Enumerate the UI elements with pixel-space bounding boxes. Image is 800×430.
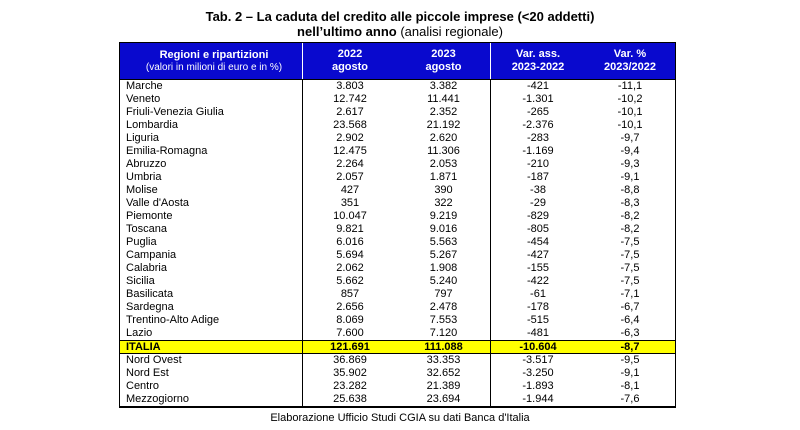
region-row: [120, 106, 675, 119]
var-ass-cell: -829: [526, 210, 550, 222]
region-name-cell: Lombardia: [120, 119, 303, 132]
region-name-cell: Marche: [120, 80, 303, 93]
region-row: [120, 223, 675, 236]
value-2023-cell: 32.652: [397, 367, 491, 380]
value-2022-cell: 10.047: [333, 210, 367, 222]
region-name-cell: Campania: [120, 249, 303, 262]
var-pct-cell: -8,8: [620, 184, 640, 196]
region-name-cell: Basilicata: [120, 288, 303, 301]
region-row: [120, 158, 675, 171]
ripartizione-row: [120, 354, 675, 367]
var-pct-cell: -9,4: [620, 145, 640, 157]
value-2022-cell: 9.821: [336, 223, 364, 235]
region-name-cell: Nord Est: [120, 367, 303, 380]
header-cell-var-pct: [585, 43, 675, 79]
var-ass-cell: -61: [530, 288, 546, 300]
value-2022-cell: 3.803: [336, 80, 364, 92]
var-pct-cell: -8,7: [620, 341, 640, 353]
var-ass-cell: -155: [526, 262, 550, 274]
header-cell-var-ass: [491, 43, 585, 79]
var-ass-cell: -10.604: [519, 341, 557, 353]
region-name-cell: Mezzogiorno: [120, 393, 303, 406]
header-2022-month: agosto: [331, 61, 369, 73]
var-pct-cell: -6,3: [620, 327, 640, 339]
region-name-cell: Sicilia: [120, 275, 303, 288]
region-row: [120, 171, 675, 184]
header-cell-regions: [120, 43, 303, 79]
header-2023-month: agosto: [425, 61, 462, 73]
region-row: [120, 262, 675, 275]
region-name-cell: Puglia: [120, 236, 303, 249]
var-pct-cell: -7,5: [620, 262, 640, 274]
value-2022-cell: 5.662: [336, 275, 364, 287]
var-ass-cell: -481: [526, 327, 550, 339]
var-ass-cell: -178: [526, 301, 550, 313]
var-pct-cell: -8,2: [620, 210, 640, 222]
region-row: [120, 132, 675, 145]
value-2023-cell: 390: [397, 184, 491, 197]
var-ass-cell: -1.944: [522, 393, 554, 405]
region-name-cell: Lazio: [120, 327, 303, 340]
value-2023-cell: 1.908: [397, 262, 491, 275]
value-2022-cell: 2.902: [336, 132, 364, 144]
ripartizione-row: [120, 380, 675, 393]
header-regions-subtitle: (valori in milioni di euro e in %): [145, 61, 283, 73]
title-line2-normal: (analisi regionale): [396, 24, 503, 39]
var-ass-cell: -283: [526, 132, 550, 144]
value-2022-cell: 2.062: [336, 262, 364, 274]
value-2023-cell: 2.053: [397, 158, 491, 171]
value-2022-cell: 36.869: [333, 354, 367, 366]
value-2023-cell: 7.553: [397, 314, 491, 327]
region-row: [120, 236, 675, 249]
value-2023-cell: 5.563: [397, 236, 491, 249]
title-line2: [0, 24, 800, 39]
region-row: [120, 301, 675, 314]
table-header-row: [120, 43, 675, 80]
var-ass-cell: -3.250: [522, 367, 554, 379]
region-row: [120, 184, 675, 197]
var-pct-cell: -7,5: [620, 236, 640, 248]
var-ass-cell: -265: [526, 106, 550, 118]
value-2023-cell: 797: [397, 288, 491, 301]
var-ass-cell: -210: [526, 158, 550, 170]
value-2023-cell: 2.478: [397, 301, 491, 314]
var-pct-cell: -7,5: [620, 249, 640, 261]
region-row: [120, 197, 675, 210]
title-line2-bold: nell’ultimo anno: [297, 24, 397, 39]
value-2022-cell: 2.617: [336, 106, 364, 118]
title-line1: Tab. 2 – La caduta del credito alle piccole imprese (<20 addetti): [205, 9, 595, 24]
header-cell-2022: [303, 43, 397, 79]
var-ass-cell: -805: [526, 223, 550, 235]
value-2022-cell: 6.016: [336, 236, 364, 248]
var-pct-cell: -9,1: [620, 171, 640, 183]
value-2022-cell: 23.282: [333, 380, 367, 392]
value-2023-cell: 21.389: [397, 380, 491, 393]
value-2023-cell: 3.382: [397, 80, 491, 93]
var-ass-cell: -29: [530, 197, 546, 209]
var-ass-cell: -515: [526, 314, 550, 326]
value-2023-cell: 1.871: [397, 171, 491, 184]
var-pct-cell: -9,7: [620, 132, 640, 144]
value-2022-cell: 7.600: [336, 327, 364, 339]
var-ass-cell: -1.169: [522, 145, 554, 157]
region-name-cell: Molise: [120, 184, 303, 197]
region-name-cell: Centro: [120, 380, 303, 393]
value-2023-cell: 21.192: [397, 119, 491, 132]
region-name-cell: Friuli-Venezia Giulia: [120, 106, 303, 119]
var-ass-cell: -2.376: [522, 119, 554, 131]
region-name-cell: Valle d'Aosta: [120, 197, 303, 210]
var-pct-cell: -7,6: [620, 393, 640, 405]
table-title: [0, 0, 800, 39]
header-2023-year: 2023: [431, 48, 456, 60]
region-name-cell: Abruzzo: [120, 158, 303, 171]
value-2023-cell: 23.694: [397, 393, 491, 406]
var-ass-cell: -1.301: [522, 93, 554, 105]
region-name-cell: Sardegna: [120, 301, 303, 314]
value-2023-cell: 5.240: [397, 275, 491, 288]
region-row: [120, 314, 675, 327]
value-2022-cell: 2.057: [336, 171, 364, 183]
region-name-cell: ITALIA: [120, 341, 303, 353]
italia-total-row: [120, 340, 675, 354]
region-row: [120, 80, 675, 93]
region-name-cell: Umbria: [120, 171, 303, 184]
value-2023-cell: 322: [397, 197, 491, 210]
value-2023-cell: 111.088: [397, 341, 491, 353]
header-var-pct-period: 2023/2022: [604, 61, 656, 73]
header-2022-year: 2022: [337, 48, 363, 60]
region-row: [120, 275, 675, 288]
region-name-cell: Calabria: [120, 262, 303, 275]
value-2022-cell: 351: [340, 197, 360, 209]
var-pct-cell: -10,1: [617, 119, 643, 131]
var-pct-cell: -9,5: [620, 354, 640, 366]
ripartizione-row: [120, 393, 675, 406]
region-row: [120, 249, 675, 262]
var-ass-cell: -427: [526, 249, 550, 261]
value-2022-cell: 12.475: [333, 145, 367, 157]
value-2022-cell: 2.656: [336, 301, 364, 313]
value-2023-cell: 7.120: [397, 327, 491, 340]
header-cell-2023: [397, 43, 491, 79]
var-pct-cell: -9,1: [620, 367, 640, 379]
region-name-cell: Emilia-Romagna: [120, 145, 303, 158]
var-pct-cell: -8,3: [620, 197, 640, 209]
var-pct-cell: -10,1: [617, 106, 643, 118]
region-name-cell: Veneto: [120, 93, 303, 106]
value-2022-cell: 8.069: [336, 314, 364, 326]
value-2022-cell: 5.694: [336, 249, 364, 261]
region-name-cell: Piemonte: [120, 210, 303, 223]
var-ass-cell: -1.893: [522, 380, 554, 392]
header-var-pct-label: Var. %: [613, 48, 647, 60]
region-name-cell: Liguria: [120, 132, 303, 145]
region-row: [120, 288, 675, 301]
var-ass-cell: -38: [530, 184, 546, 196]
region-row: [120, 93, 675, 106]
var-pct-cell: -8,2: [620, 223, 640, 235]
var-ass-cell: -422: [526, 275, 550, 287]
value-2022-cell: 23.568: [333, 119, 367, 131]
value-2023-cell: 9.016: [397, 223, 491, 236]
source-note: Elaborazione Ufficio Studi CGIA su dati Banca d'Italia: [270, 412, 530, 424]
region-name-cell: Toscana: [120, 223, 303, 236]
value-2022-cell: 857: [340, 288, 360, 300]
var-ass-cell: -421: [526, 80, 550, 92]
value-2022-cell: 25.638: [333, 393, 367, 405]
var-pct-cell: -7,5: [620, 275, 640, 287]
table-body: [120, 80, 675, 406]
region-name-cell: Trentino-Alto Adige: [120, 314, 303, 327]
value-2022-cell: 121.691: [330, 341, 370, 353]
var-pct-cell: -6,7: [620, 301, 640, 313]
var-pct-cell: -7,1: [620, 288, 640, 300]
var-ass-cell: -3.517: [522, 354, 554, 366]
var-pct-cell: -10,2: [617, 93, 643, 105]
value-2023-cell: 9.219: [397, 210, 491, 223]
var-pct-cell: -9,3: [620, 158, 640, 170]
region-row: [120, 210, 675, 223]
value-2023-cell: 2.620: [397, 132, 491, 145]
value-2022-cell: 35.902: [333, 367, 367, 379]
value-2023-cell: 2.352: [397, 106, 491, 119]
header-var-ass-label: Var. ass.: [515, 48, 561, 60]
region-row: [120, 327, 675, 340]
var-pct-cell: -8,1: [620, 380, 640, 392]
data-table: [119, 42, 676, 408]
value-2022-cell: 427: [340, 184, 360, 196]
region-row: [120, 145, 675, 158]
region-name-cell: Nord Ovest: [120, 354, 303, 367]
var-pct-cell: -11,1: [617, 80, 643, 92]
var-ass-cell: -454: [526, 236, 550, 248]
region-row: [120, 119, 675, 132]
var-ass-cell: -187: [526, 171, 550, 183]
value-2023-cell: 11.441: [397, 93, 491, 106]
header-var-ass-period: 2023-2022: [511, 61, 565, 73]
value-2023-cell: 5.267: [397, 249, 491, 262]
ripartizione-row: [120, 367, 675, 380]
value-2022-cell: 2.264: [336, 158, 364, 170]
header-regions-title: Regioni e ripartizioni: [159, 48, 269, 61]
value-2023-cell: 11.306: [397, 145, 491, 158]
value-2023-cell: 33.353: [397, 354, 491, 367]
value-2022-cell: 12.742: [333, 93, 367, 105]
var-pct-cell: -6,4: [620, 314, 640, 326]
